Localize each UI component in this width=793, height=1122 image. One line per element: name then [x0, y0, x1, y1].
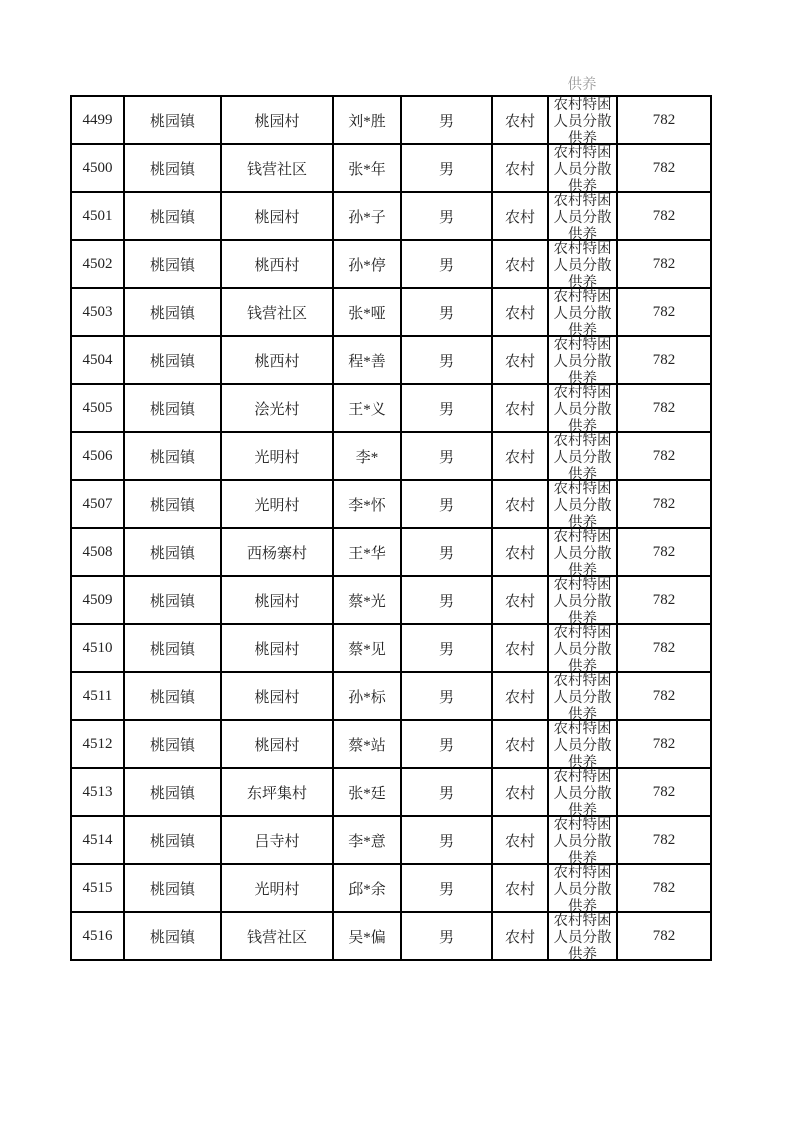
cell-village: 桃园村: [221, 576, 333, 624]
cell-assistance-type: [548, 192, 617, 243]
cell-assistance-type: [548, 240, 617, 291]
cell-town: 桃园镇: [124, 288, 221, 336]
cell-amount: 782: [617, 528, 711, 576]
assistance-type-text: 农村特困人员分散供养: [553, 913, 612, 963]
cell-gender: 男: [401, 672, 492, 720]
table-row: [71, 240, 711, 288]
table-row: [71, 144, 711, 192]
cell-town: 桃园镇: [124, 768, 221, 816]
cell-amount: 782: [617, 912, 711, 960]
cell-amount: 782: [617, 192, 711, 240]
assistance-type-text: 农村特困人员分散供养: [553, 481, 612, 531]
welfare-roster-table: [70, 95, 712, 961]
cell-town: 桃园镇: [124, 240, 221, 288]
assistance-type-text: 农村特困人员分散供养: [553, 193, 612, 243]
cell-gender: 男: [401, 720, 492, 768]
cell-serial-number: 4506: [71, 432, 124, 480]
cell-person-name: 李*意: [333, 816, 401, 864]
cell-gender: 男: [401, 384, 492, 432]
cell-assistance-type: [548, 768, 617, 819]
cell-gender: 男: [401, 768, 492, 816]
cell-gender: 男: [401, 480, 492, 528]
table-row: [71, 288, 711, 336]
cell-town: 桃园镇: [124, 432, 221, 480]
cell-gender: 男: [401, 240, 492, 288]
cell-person-name: 程*善: [333, 336, 401, 384]
cell-gender: 男: [401, 624, 492, 672]
cell-area-type: 农村: [492, 576, 548, 624]
cell-amount: 782: [617, 720, 711, 768]
cell-gender: 男: [401, 96, 492, 144]
cell-serial-number: 4512: [71, 720, 124, 768]
cell-area-type: 农村: [492, 672, 548, 720]
assistance-type-text: 农村特困人员分散供养: [553, 97, 612, 147]
cell-amount: 782: [617, 240, 711, 288]
cell-amount: 782: [617, 768, 711, 816]
assistance-type-text: 农村特困人员分散供养: [553, 385, 612, 435]
assistance-type-text: 农村特困人员分散供养: [553, 241, 612, 291]
cell-town: 桃园镇: [124, 480, 221, 528]
assistance-type-text: 农村特困人员分散供养: [553, 817, 612, 867]
cell-amount: 782: [617, 864, 711, 912]
cell-area-type: 农村: [492, 336, 548, 384]
cell-assistance-type: [548, 384, 617, 435]
cell-area-type: 农村: [492, 96, 548, 144]
cell-serial-number: 4504: [71, 336, 124, 384]
cell-village: 桃园村: [221, 672, 333, 720]
cell-town: 桃园镇: [124, 864, 221, 912]
cell-amount: 782: [617, 144, 711, 192]
cell-person-name: 吴*偏: [333, 912, 401, 960]
table-row: [71, 816, 711, 864]
cell-assistance-type: [548, 576, 617, 627]
cell-gender: 男: [401, 912, 492, 960]
cell-village: 光明村: [221, 480, 333, 528]
cell-gender: 男: [401, 528, 492, 576]
table-row: [71, 96, 711, 144]
cell-area-type: 农村: [492, 720, 548, 768]
assistance-type-text: 农村特困人员分散供养: [553, 625, 612, 675]
assistance-type-text: 农村特困人员分散供养: [553, 769, 612, 819]
cell-person-name: 张*廷: [333, 768, 401, 816]
cell-person-name: 王*华: [333, 528, 401, 576]
table-body: [71, 96, 711, 963]
cell-area-type: 农村: [492, 912, 548, 960]
cell-serial-number: 4501: [71, 192, 124, 240]
cell-gender: 男: [401, 816, 492, 864]
cell-assistance-type: [548, 672, 617, 723]
cell-amount: 782: [617, 480, 711, 528]
cell-village: 桃园村: [221, 96, 333, 144]
cell-person-name: 张*哑: [333, 288, 401, 336]
table-row: [71, 384, 711, 432]
cell-town: 桃园镇: [124, 144, 221, 192]
cell-assistance-type: [548, 144, 617, 195]
cell-serial-number: 4513: [71, 768, 124, 816]
cell-area-type: 农村: [492, 384, 548, 432]
cell-area-type: 农村: [492, 480, 548, 528]
assistance-type-text: 农村特困人员分散供养: [553, 433, 612, 483]
cell-serial-number: 4516: [71, 912, 124, 960]
table-row: [71, 528, 711, 576]
table-row: [71, 624, 711, 672]
cell-serial-number: 4499: [71, 96, 124, 144]
cell-assistance-type: [548, 432, 617, 483]
cell-amount: 782: [617, 432, 711, 480]
assistance-type-text: 农村特困人员分散供养: [553, 529, 612, 579]
cell-person-name: 孙*子: [333, 192, 401, 240]
table-row: [71, 864, 711, 912]
cell-person-name: 邱*余: [333, 864, 401, 912]
cell-serial-number: 4515: [71, 864, 124, 912]
cell-amount: 782: [617, 288, 711, 336]
cell-town: 桃园镇: [124, 624, 221, 672]
cell-village: 桃西村: [221, 240, 333, 288]
cell-area-type: 农村: [492, 288, 548, 336]
cell-serial-number: 4502: [71, 240, 124, 288]
cell-area-type: 农村: [492, 192, 548, 240]
cell-town: 桃园镇: [124, 528, 221, 576]
cell-gender: 男: [401, 864, 492, 912]
cell-village: 西杨寨村: [221, 528, 333, 576]
cell-assistance-type: [548, 864, 617, 915]
cell-assistance-type: [548, 528, 617, 579]
cell-town: 桃园镇: [124, 576, 221, 624]
cell-village: 光明村: [221, 864, 333, 912]
assistance-type-text: 农村特困人员分散供养: [553, 145, 612, 195]
cell-amount: 782: [617, 576, 711, 624]
cell-assistance-type: [548, 720, 617, 771]
cell-assistance-type: [548, 912, 617, 963]
cell-person-name: 刘*胜: [333, 96, 401, 144]
cell-serial-number: 4503: [71, 288, 124, 336]
cell-village: 钱营社区: [221, 288, 333, 336]
cell-town: 桃园镇: [124, 96, 221, 144]
cell-assistance-type: [548, 624, 617, 675]
cell-person-name: 孙*标: [333, 672, 401, 720]
cell-village: 桃园村: [221, 624, 333, 672]
cell-serial-number: 4509: [71, 576, 124, 624]
cell-village: 桃园村: [221, 192, 333, 240]
cell-gender: 男: [401, 336, 492, 384]
cell-amount: 782: [617, 672, 711, 720]
cell-person-name: 蔡*见: [333, 624, 401, 672]
cell-amount: 782: [617, 336, 711, 384]
cell-village: 钱营社区: [221, 144, 333, 192]
cell-village: 桃西村: [221, 336, 333, 384]
assistance-type-text: 农村特困人员分散供养: [553, 673, 612, 723]
cell-village: 桃园村: [221, 720, 333, 768]
cell-person-name: 王*义: [333, 384, 401, 432]
cell-gender: 男: [401, 576, 492, 624]
cell-village: 光明村: [221, 432, 333, 480]
cell-amount: 782: [617, 96, 711, 144]
page-break-clipped-text: [549, 77, 615, 94]
cell-amount: 782: [617, 384, 711, 432]
page-break-clipped-text-glyphs: 供养: [567, 77, 597, 93]
assistance-type-text: 农村特困人员分散供养: [553, 577, 612, 627]
table-row: [71, 768, 711, 816]
cell-village: 钱营社区: [221, 912, 333, 960]
cell-area-type: 农村: [492, 144, 548, 192]
cell-area-type: 农村: [492, 432, 548, 480]
cell-serial-number: 4505: [71, 384, 124, 432]
table-row: [71, 480, 711, 528]
cell-amount: 782: [617, 624, 711, 672]
cell-gender: 男: [401, 288, 492, 336]
table-row: [71, 720, 711, 768]
cell-town: 桃园镇: [124, 816, 221, 864]
cell-town: 桃园镇: [124, 720, 221, 768]
cell-village: 吕寺村: [221, 816, 333, 864]
cell-person-name: 孙*停: [333, 240, 401, 288]
cell-serial-number: 4500: [71, 144, 124, 192]
cell-serial-number: 4507: [71, 480, 124, 528]
cell-person-name: 张*年: [333, 144, 401, 192]
cell-serial-number: 4508: [71, 528, 124, 576]
cell-town: 桃园镇: [124, 192, 221, 240]
table-row: [71, 192, 711, 240]
cell-gender: 男: [401, 192, 492, 240]
cell-serial-number: 4514: [71, 816, 124, 864]
table-row: [71, 576, 711, 624]
cell-area-type: 农村: [492, 240, 548, 288]
cell-gender: 男: [401, 144, 492, 192]
cell-assistance-type: [548, 288, 617, 339]
cell-area-type: 农村: [492, 864, 548, 912]
assistance-type-text: 农村特困人员分散供养: [553, 721, 612, 771]
table-row: [71, 432, 711, 480]
cell-serial-number: 4511: [71, 672, 124, 720]
cell-area-type: 农村: [492, 528, 548, 576]
cell-area-type: 农村: [492, 624, 548, 672]
cell-area-type: 农村: [492, 768, 548, 816]
assistance-type-text: 农村特困人员分散供养: [553, 865, 612, 915]
cell-area-type: 农村: [492, 816, 548, 864]
cell-town: 桃园镇: [124, 336, 221, 384]
cell-amount: 782: [617, 816, 711, 864]
cell-person-name: 李*怀: [333, 480, 401, 528]
table-row: [71, 336, 711, 384]
table-row: [71, 912, 711, 960]
cell-person-name: 蔡*站: [333, 720, 401, 768]
assistance-type-text: 农村特困人员分散供养: [553, 289, 612, 339]
cell-assistance-type: [548, 336, 617, 387]
assistance-type-text: 农村特困人员分散供养: [553, 337, 612, 387]
cell-person-name: 蔡*光: [333, 576, 401, 624]
cell-serial-number: 4510: [71, 624, 124, 672]
cell-assistance-type: [548, 96, 617, 147]
cell-assistance-type: [548, 480, 617, 531]
cell-person-name: 李*: [333, 432, 401, 480]
cell-gender: 男: [401, 432, 492, 480]
cell-town: 桃园镇: [124, 384, 221, 432]
cell-town: 桃园镇: [124, 912, 221, 960]
cell-assistance-type: [548, 816, 617, 867]
cell-village: 浍光村: [221, 384, 333, 432]
cell-town: 桃园镇: [124, 672, 221, 720]
table-row: [71, 672, 711, 720]
cell-village: 东坪集村: [221, 768, 333, 816]
